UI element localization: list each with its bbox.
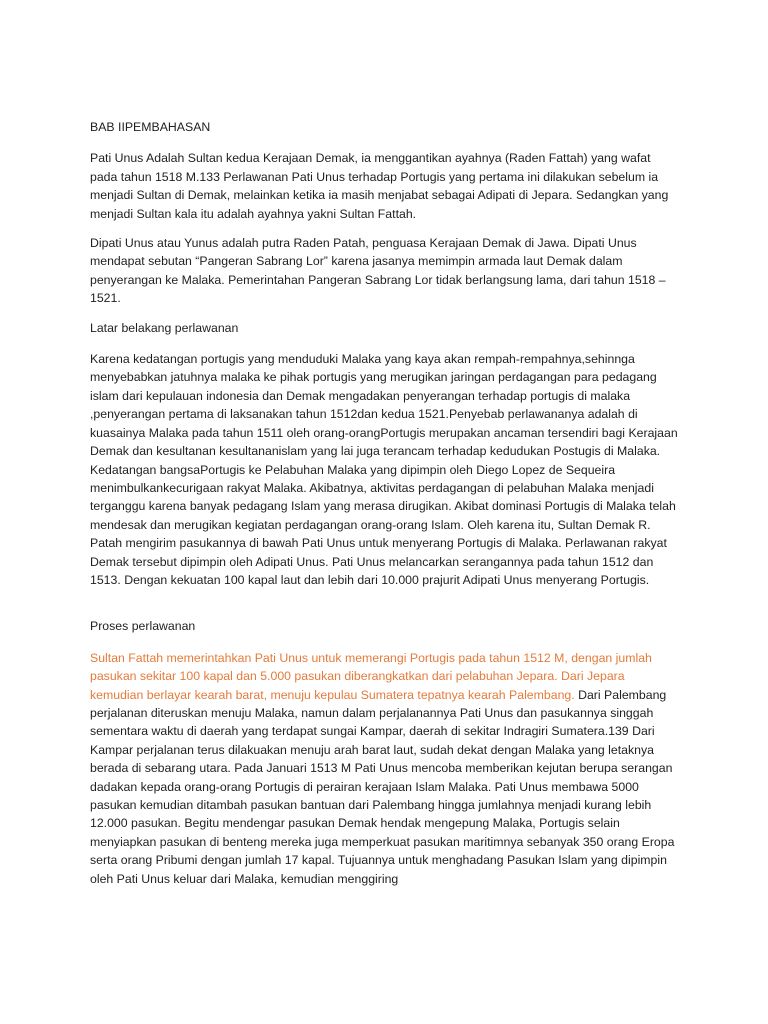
paragraph-proses-rest: Dari Palembang perjalanan diteruskan menuju Malaka, namun dalam perjalanannya Pati Unus dan pasukannya singgah sementara waktu di daerah yang terdapat sungai Kampar, daerah di sekitar Indragiri Sumatera.139 Dari Kampar perjalanan terus dilakuakan menuju arah barat laut, sudah dekat dengan Malaka yang letaknya berada di sebarang utara. Pada Januari 1513 M Pati Unus mencoba memberikan kejutan berupa serangan dadakan kepada orang-orang Portugis di perairan kerajaan Islam Malaka. Pati Unus membawa 5000 pasukan kemudian ditambah pasukan bantuan dari Palembang hingga jumlahnya menjadi kurang lebih 12.000 pasukan. Begitu mendengar pasukan Demak hendak mengepung Malaka, Portugis selain menyiapkan pasukan di benteng mereka juga memperkuat pasukan maritimnya sebanyak 350 orang Eropa serta orang Pribumi dengan jumlah 17 kapal. Tujuannya untuk menghadang Pasukan Islam yang dipimpin oleh Pati Unus keluar dari Malaka, kemudian menggiring xyxy=(90,687,675,886)
paragraph-latar-belakang: Karena kedatangan portugis yang menduduki Malaka yang kaya akan rempah-rempahnya,sehinnga menyebabkan jatuhnya malaka ke pihak portugis yang merugikan jaringan perdagangan para pedagang islam dari kepulauan indonesia dan Demak mengadakan penyerangan terhadap portugis di malaka ,penyerangan pertama di laksanakan tahun 1512dan kedua 1521.Penyebab perlawananya adalah di kuasainya Malaka pada tahun 1511 oleh orang-orangPortugis merupakan ancaman tersendiri bagi Kerajaan Demak dan kesultanan kesultananislam yang lai juga terancam terhadap kedudukan Postugis di Malaka. Kedatangan bangsaPortugis ke Pelabuhan Malaka yang dipimpin oleh Diego Lopez de Sequeira menimbulkankecurigaan rakyat Malaka. Akibatnya, aktivitas perdagangan di pelabuhan Malaka menjadi terganggu karena banyak pedagang Islam yang merasa dirugikan. Akibat dominasi Portugis di Malaka telah mendesak dan merugikan kegiatan perdagangan orang-orang Islam. Oleh karena itu, Sultan Demak R. Patah mengirim pasukannya di bawah Pati Unus untuk menyerang Portugis di Malaka. Perlawanan rakyat Demak tersebut dipimpin oleh Adipati Unus. Pati Unus melancarkan serangannya pada tahun 1512 dan 1513. Dengan kekuatan 100 kapal laut dan lebih dari 10.000 prajurit Adipati Unus menyerang Portugis. xyxy=(90,352,678,587)
document-title: BAB IIPEMBAHASAN xyxy=(90,120,211,134)
paragraph-pati-unus-intro: Pati Unus Adalah Sultan kedua Kerajaan Demak, ia menggantikan ayahnya (Raden Fattah) yang wafat pada tahun 1518 M.133 Perlawanan Pati Unus terhadap Portugis yang pertama ini dilakukan sebelum ia menjadi Sultan di Demak, melainkan ketika ia masih menjabat sebagai Adipati di Jepara. Sedangkan yang menjadi Sultan kala itu adalah ayahnya yakni Sultan Fattah. xyxy=(90,151,669,221)
paragraph-proses xyxy=(90,649,680,888)
highlighted-text: Sultan Fattah memerintahkan Pati Unus untuk memerangi Portugis pada tahun 1512 M, dengan jumlah pasukan sekitar 100 kapal dan 5.000 pasukan diberangkatkan dari pelabuhan Jepara. Dari Jepara kemudian berlayar kearah barat, menuju kepulau Sumatera tepatnya kearah Palembang. xyxy=(90,650,652,702)
section-heading-proses: Proses perlawanan xyxy=(90,619,196,634)
document-page xyxy=(90,118,680,899)
paragraph-dipati-unus: Dipati Unus atau Yunus adalah putra Raden Patah, penguasa Kerajaan Demak di Jawa. Dipati Unus mendapat sebutan “Pangeran Sabrang Lor” karena jasanya memimpin armada laut Demak dalam penyerangan ke Malaka. Pemerintahan Pangeran Sabrang Lor tidak berlangsung lama, dari tahun 1518 – 1521. xyxy=(90,236,666,306)
section-heading-latar-belakang: Latar belakang perlawanan xyxy=(90,320,239,335)
